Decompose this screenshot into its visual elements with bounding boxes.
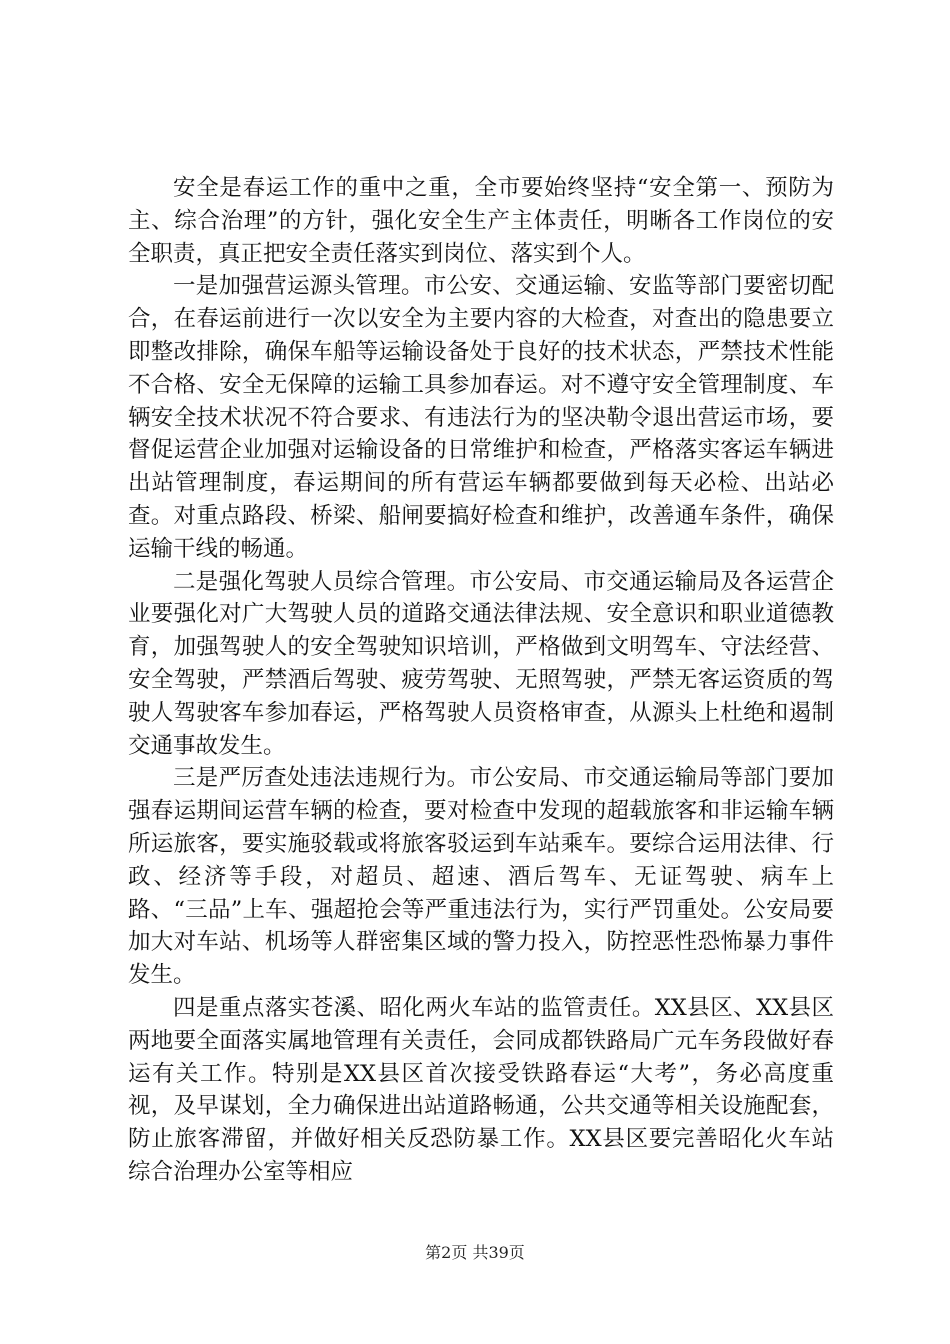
- page-footer: 第2页 共39页: [425, 1243, 525, 1262]
- paragraph-source-management: 一是加强营运源头管理。市公安、交通运输、安监等部门要密切配合，在春运前进行一次以安全为主要内容的大检查，对查出的隐患要立即整改排除，确保车船等运输设备处于良好的技术状态，严禁技术性能不合格、安全无保障的运输工具参加春运。对不遵守安全管理制度、车辆安全技术状况不符合要求、有违法行为的坚决勒令退出营运市场，要督促运营企业加强对运输设备的日常维护和检查，严格落实客运车辆进出站管理制度，春运期间的所有营运车辆都要做到每天必检、出站必查。对重点路段、桥梁、船闸要搞好检查和维护，改善通车条件，确保运输干线的畅通。: [128, 273, 834, 562]
- paragraph-driver-management: 二是强化驾驶人员综合管理。市公安局、市交通运输局及各运营企业要强化对广大驾驶人员的道路交通法律法规、安全意识和职业道德教育，加强驾驶人的安全驾驶知识培训，严格做到文明驾车、守法经营、安全驾驶，严禁酒后驾驶、疲劳驾驶、无照驾驶，严禁无客运资质的驾驶人驾驶客车参加春运，严格驾驶人员资格审查，从源头上杜绝和遏制交通事故发生。: [128, 568, 834, 759]
- paragraph-violation-enforcement: 三是严厉查处违法违规行为。市公安局、市交通运输局等部门要加强春运期间运营车辆的检查，要对检查中发现的超载旅客和非运输车辆所运旅客，要实施驳载或将旅客驳运到车站乘车。要综合运用法律、行政、经济等手段，对超员、超速、酒后驾车、无证驾驶、病车上路、“三品”上车、强超抢会等严重违法行为，实行严罚重处。公安局要加大对车站、机场等人群密集区域的警力投入，防控恶性恐怖暴力事件发生。: [128, 765, 834, 989]
- paragraph-safety-principle: 安全是春运工作的重中之重，全市要始终坚持“安全第一、预防为主、综合治理”的方针，强化安全生产主体责任，明晰各工作岗位的安全职责，真正把安全责任落实到岗位、落实到个人。: [128, 175, 834, 267]
- paragraph-railway-stations: 四是重点落实苍溪、昭化两火车站的监管责任。XX县区、XX县区两地要全面落实属地管理有关责任，会同成都铁路局广元车务段做好春运有关工作。特别是XX县区首次接受铁路春运“大考”，务必高度重视，及早谋划，全力确保进出站道路畅通，公共交通等相关设施配套，防止旅客滞留，并做好相关反恐防暴工作。XX县区要完善昭化火车站综合治理办公室等相应: [128, 994, 834, 1185]
- document-body: [128, 172, 834, 1189]
